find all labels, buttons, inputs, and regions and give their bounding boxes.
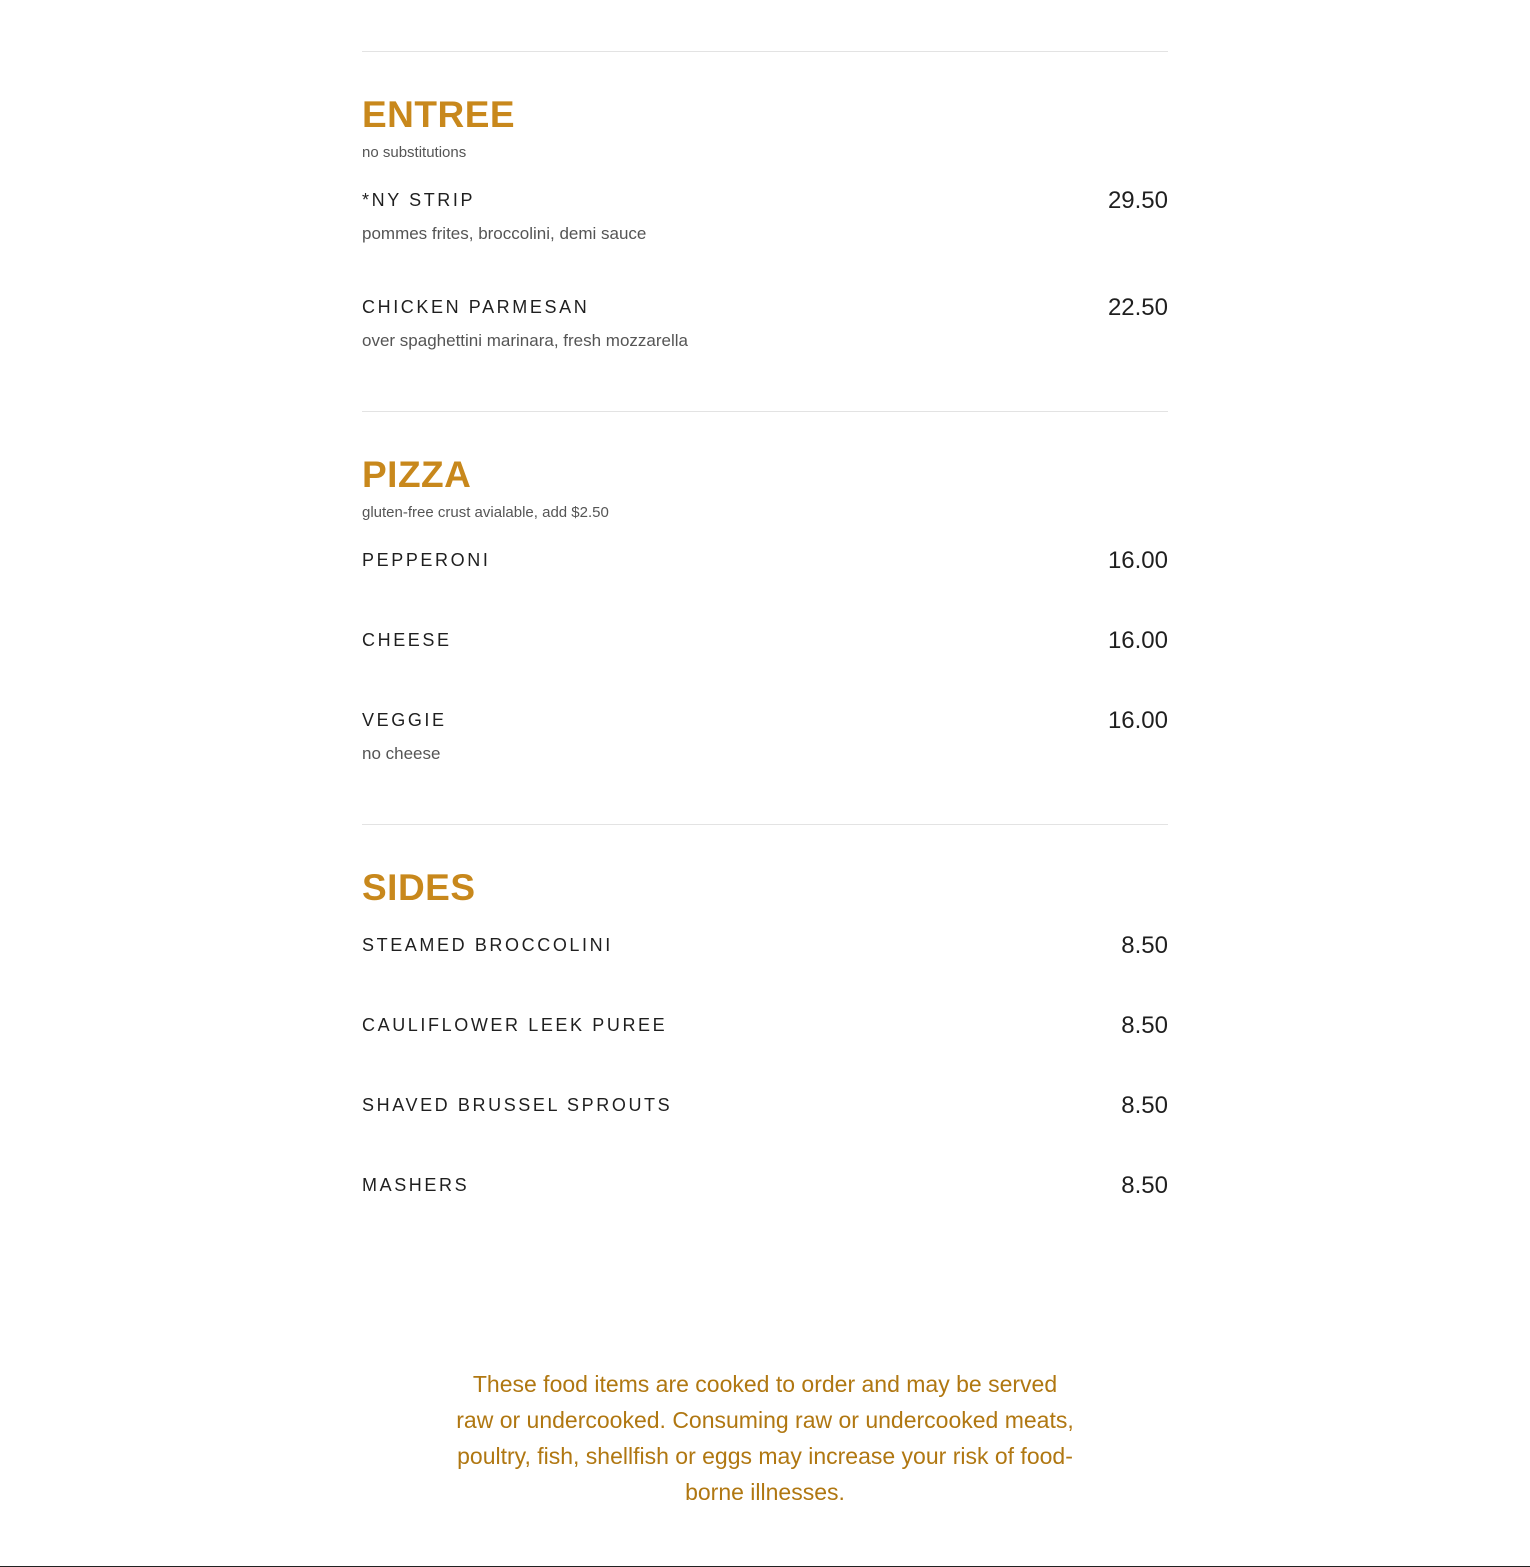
menu-item-price: 8.50	[1121, 1172, 1168, 1199]
menu-item-name: CHEESE	[362, 630, 452, 650]
section-title-entree: ENTREE	[362, 94, 516, 135]
menu-item-name: PEPPERONI	[362, 550, 491, 570]
menu-item-price: 16.00	[1107, 547, 1168, 574]
menu-item-name: SHAVED BRUSSEL SPROUTS	[362, 1095, 673, 1115]
menu-item-price: 8.50	[1121, 932, 1168, 959]
menu-item-price: 16.00	[1107, 627, 1168, 654]
menu-item-name: CHICKEN PARMESAN	[362, 297, 590, 317]
section-title-sides: SIDES	[362, 867, 476, 908]
menu-item-price: 8.50	[1121, 1012, 1168, 1039]
menu-item-name: CAULIFLOWER LEEK PUREE	[362, 1015, 668, 1035]
menu-item-description: pommes frites, broccolini, demi sauce	[362, 224, 647, 243]
menu-item-name: STEAMED BROCCOLINI	[362, 935, 613, 955]
menu-item-name: MASHERS	[362, 1175, 470, 1195]
menu-item-price: 22.50	[1107, 294, 1168, 321]
menu-item-price: 16.00	[1107, 707, 1168, 734]
section-note-pizza: gluten-free crust avialable, add $2.50	[362, 504, 609, 521]
menu-item-name: *NY STRIP	[362, 190, 476, 210]
section-note-entree: no substitutions	[362, 144, 467, 161]
menu-item-name: VEGGIE	[362, 710, 447, 730]
food-safety-disclaimer: These food items are cooked to order and may be served raw or undercooked. Consuming raw or undercooked meats, poultry, fish, shellfish or eggs may increase your risk of food-borne illnesses.	[456, 1371, 1074, 1505]
menu-item-price: 8.50	[1121, 1092, 1168, 1119]
section-divider	[362, 824, 1168, 825]
section-divider	[362, 51, 1168, 52]
section-title-pizza: PIZZA	[362, 454, 472, 495]
section-divider	[362, 411, 1168, 412]
menu-item-price: 29.50	[1107, 187, 1168, 214]
menu-item-description: over spaghettini marinara, fresh mozzarella	[362, 331, 688, 350]
menu-item-description: no cheese	[362, 744, 441, 763]
